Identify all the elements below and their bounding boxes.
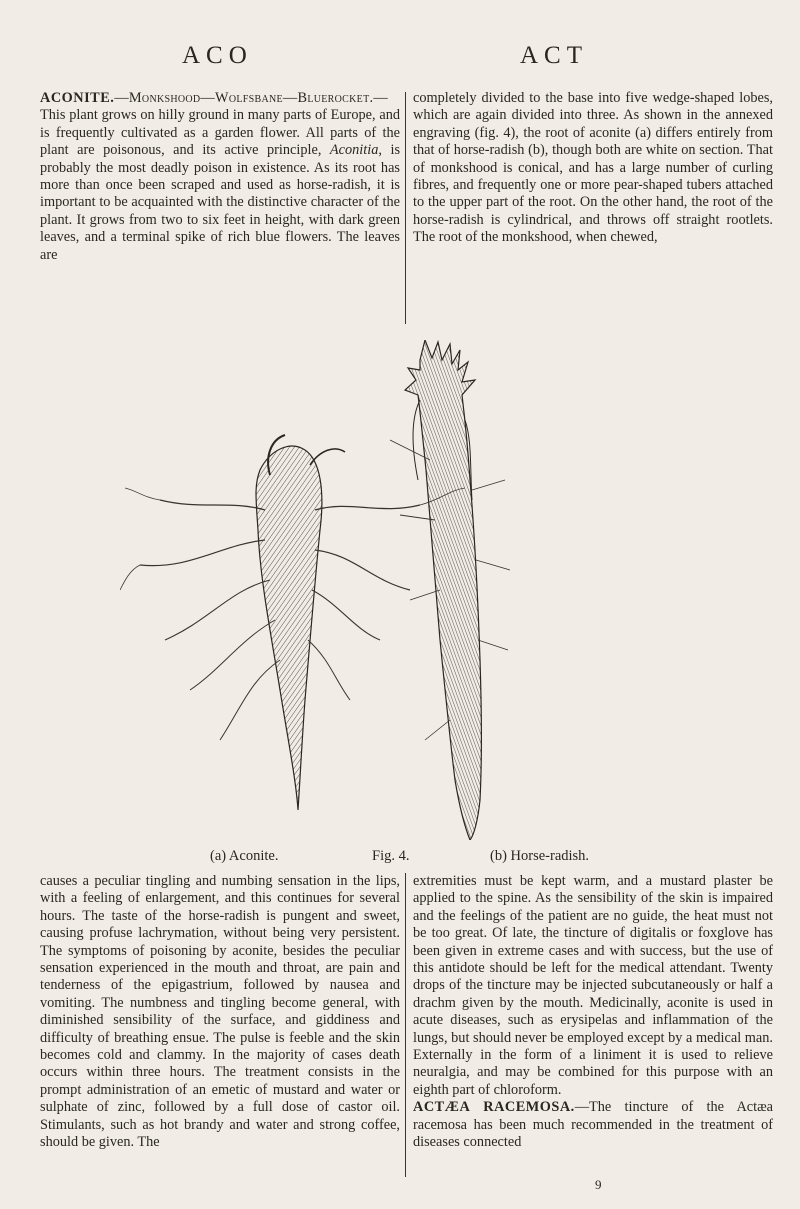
page-number: 9: [595, 1177, 602, 1192]
running-head-left: ACO: [182, 42, 253, 69]
figure-caption-aconite: (a) Aconite.: [210, 848, 279, 864]
column-rule-top: [405, 92, 406, 324]
figure-caption-horseradish: (b) Horse-radish.: [490, 848, 590, 864]
actaea-text: —The tincture of the Actæa racemosa has been much recommended in the treatment of diseases connected: [413, 1099, 773, 1151]
symptoms-text: causes a peculiar tingling and numbing sensation in the lips, with a feeling of enlargement, and this continues for several hours. The taste of the horse-radish is pungent and sweet, causing profuse lachrymation, without being very persistent. The symptoms of poisoning by aconite, besides the peculiar sensation experienced in the mouth and throat, are pain and tenderness of the epigastrium, followed by nausea and vomiting. The numbness and tingling become general, with diminished sensibility of the surface, and giddiness and difficulty of breathing ensue. The pulse is feeble and the skin becomes cold and clammy. In the majority of cases death occurs within three hours. The treatment consists in the prompt administration of an emetic of mustard and water or sulphate of zinc, followed by a full dose of castor oil. Stimulants, such as hot brandy and water and strong coffee, should be given. The: [40, 873, 400, 1151]
entry-heading-aconite: ACONITE.: [40, 90, 115, 106]
figure-number: Fig. 4.: [372, 848, 410, 864]
aconite-root-drawing: [120, 435, 465, 810]
column-rule-bottom: [405, 873, 406, 1177]
actaea-paragraph: [413, 1099, 773, 1151]
aconite-paragraph: [40, 90, 400, 264]
aconite-root-text: completely divided to the base into five wedge-shaped lobes, which are again divided into three. As shown in the annexed engraving (fig. 4), the root of aconite (a) differs entirely from that of horse-radish (b), though both are white on section. That of monkshood is conical, and has a large number of curling fibres, and frequently one or more pear-shaped tubers attached to the upper part of the root. On the other hand, the root of the horse-radish is cylindrical, and throws off straight rootlets. The root of the monkshood, when chewed,: [413, 90, 773, 246]
aconitia-term: Aconitia: [329, 142, 379, 159]
aconite-text-2: , is probably the most deadly poison in existence. As its root has more than once been scraped and used as horse-radish, it is important to be acquainted with the distinctive character of the plant. It grows from two to six feet in height, with dark green leaves, and a terminal spike of rich blue flowers. The leaves are: [40, 142, 401, 263]
column-aconite-intro: [40, 90, 400, 264]
column-aconite-root: [413, 90, 773, 247]
treatment-text: extremities must be kept warm, and a mustard plaster be applied to the spine. As the sensibility of the skin is impaired and the feelings of the patient are no guide, the heat must not be too great. Of late, the tincture of digitalis or foxglove has been given in extreme cases and with success, but the use of this antidote should be left for the medical attendant. Twenty drops of the tincture may be injected subcutaneously or half a drachm given by the mouth. Medicinally, aconite is used in acute diseases, such as erysipelas and inflammation of the lungs, but should never be employed except by a medical man. Externally in the form of a liniment it is used to relieve neuralgia, and may be combined for this purpose with an eighth part of chloroform.: [413, 873, 773, 1098]
running-head-right: ACT: [520, 42, 588, 69]
entry-heading-actaea: ACTÆA RACEMOSA.: [413, 1099, 575, 1116]
engraving-aconite-horseradish: [120, 340, 640, 840]
aconite-text-1: —This plant grows on hilly ground in many parts of Europe, and is frequently cultivated as a garden flower. All parts of the plant are poisonous, and its active principle,: [40, 90, 400, 159]
column-treatment: [413, 873, 773, 1152]
aconite-synonyms: —Monkshood—Wolfsbane—Bluerocket.: [114, 90, 374, 106]
column-symptoms: [40, 873, 400, 1152]
